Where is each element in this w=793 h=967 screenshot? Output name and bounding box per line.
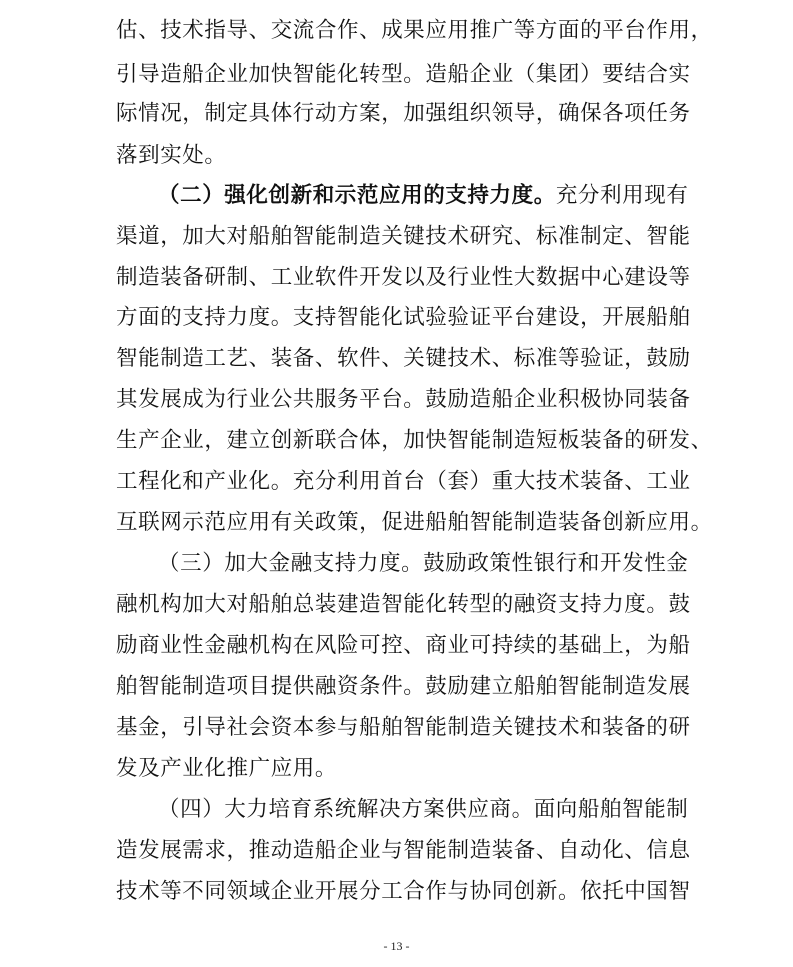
paragraph-line: 落到实处。 (116, 143, 227, 168)
paragraph-line: 方面的支持力度。支持智能化试验验证平台建设，开展船舶 (116, 305, 691, 330)
paragraph-line: 渠道，加大对船舶智能制造关键技术研究、标准制定、智能 (116, 224, 691, 249)
section-heading-line (158, 181, 728, 211)
paragraph-line: 工程化和产业化。充分利用首台（套）重大技术装备、工业 (116, 469, 691, 494)
paragraph-line: 励商业性金融机构在风险可控、商业可持续的基础上，为船 (116, 633, 691, 658)
page-number: - 13 - (383, 939, 410, 953)
paragraph-line: 智能制造工艺、装备、软件、关键技术、标准等验证，鼓励 (116, 346, 691, 371)
paragraph-line: 估、技术指导、交流合作、成果应用推广等方面的平台作用， (116, 18, 713, 43)
paragraph-line: 其发展成为行业公共服务平台。鼓励造船企业积极协同装备 (116, 387, 691, 412)
paragraph-text: 面向船舶智能制 (533, 797, 689, 822)
paragraph-line: 制造装备研制、工业软件开发以及行业性大数据中心建设等 (116, 265, 691, 290)
paragraph-line: 发及产业化推广应用。 (116, 756, 338, 781)
section-heading-4: （四）大力培育系统解决方案供应商。 (158, 797, 534, 822)
paragraph-text: 充分利用现有 (555, 183, 689, 208)
paragraph-text: 鼓励政策性银行和开发性金 (423, 551, 689, 576)
paragraph-line: 技术等不同领域企业开展分工合作与协同创新。依托中国智 (116, 879, 691, 904)
paragraph-line: 基金，引导社会资本参与船舶智能制造关键技术和装备的研 (116, 715, 691, 740)
paragraph-line: 造发展需求，推动造船企业与智能制造装备、自动化、信息 (116, 838, 691, 863)
section-heading-3: （三）加大金融支持力度。 (158, 551, 424, 576)
paragraph-line: 际情况，制定具体行动方案，加强组织领导，确保各项任务 (116, 101, 691, 126)
section-heading-2: （二）强化创新和示范应用的支持力度。 (158, 183, 556, 208)
paragraph-line: 互联网示范应用有关政策，促进船舶智能制造装备创新应用。 (116, 510, 713, 535)
paragraph-line: 生产企业，建立创新联合体，加快智能制造短板装备的研发、 (116, 428, 713, 453)
section-heading-line (158, 549, 728, 579)
paragraph-line: 引导造船企业加快智能化转型。造船企业（集团）要结合实 (116, 62, 691, 87)
paragraph-line: 融机构加大对船舶总装建造智能化转型的融资支持力度。鼓 (116, 592, 691, 617)
paragraph-line: 舶智能制造项目提供融资条件。鼓励建立船舶智能制造发展 (116, 674, 691, 699)
section-heading-line (158, 795, 728, 825)
